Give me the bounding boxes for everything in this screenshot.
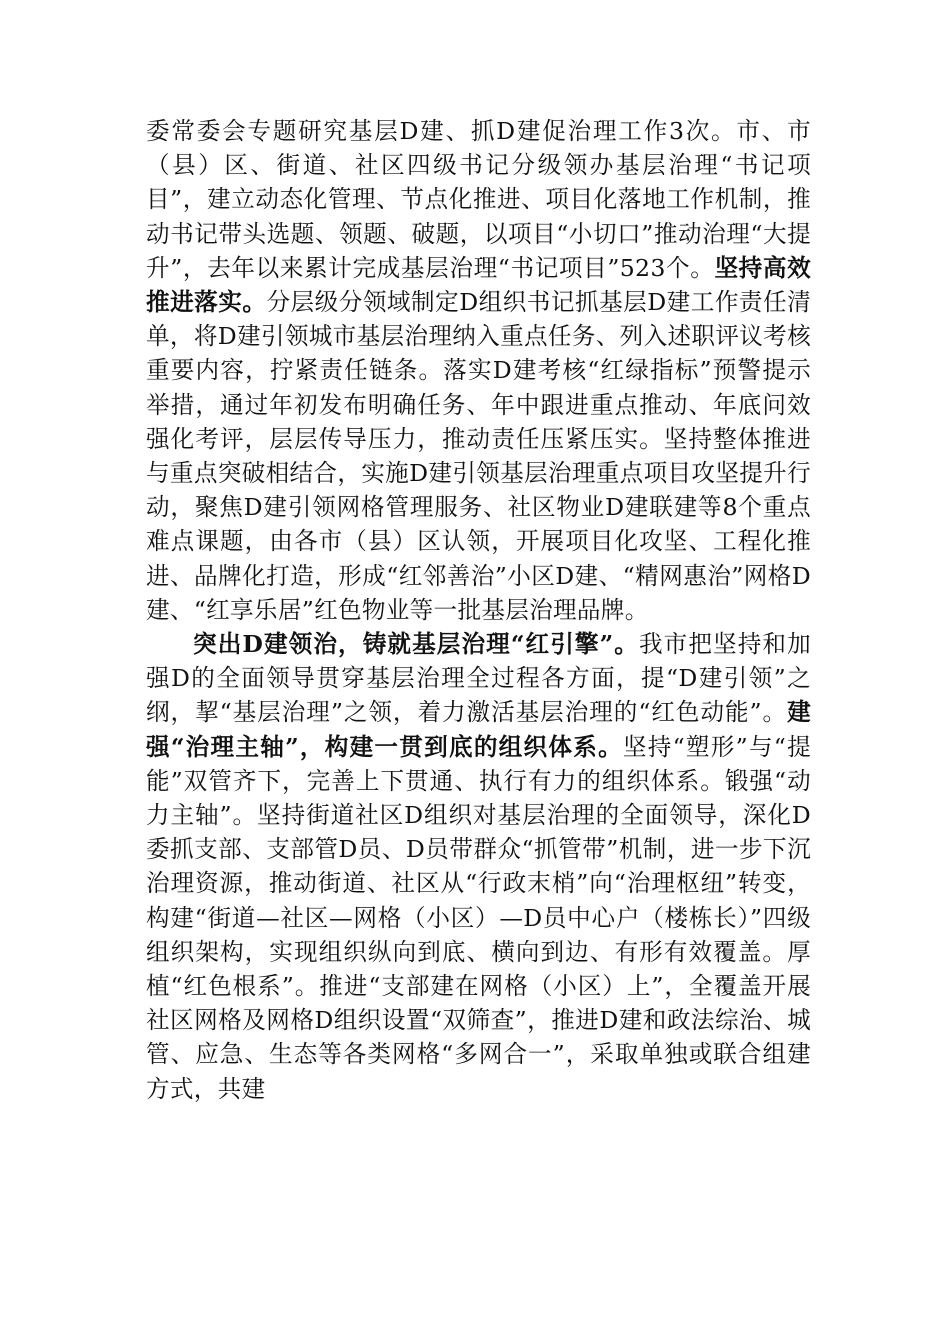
paragraph-2 xyxy=(146,627,811,1106)
paragraph-1-text-1: 委常委会专题研究基层D建、抓D建促治理工作3次。市、市（县）区、街道、社区四级书记分级领办基层治理“书记项目”，建立动态化管理、节点化推进、项目化落地工作机制，推动书记带头选题、领题、破题，以项目“小切口”推动治理“大提升”，去年以来累计完成基层治理“书记项目”523个。 xyxy=(146,117,811,282)
paragraph-1 xyxy=(146,114,811,627)
bold-heading-red-engine: 突出D建领治，铸就基层治理“红引擎”。 xyxy=(193,630,639,659)
paragraph-2-text-2: 坚持“塑形”与“提能”双管齐下，完善上下贯通、执行有力的组织体系。锻强“动力主轴”。坚持街道社区D组织对基层治理的全面领导，深化D委抓支部、支部管D员、D员带群众“抓管带”机制，进一步下沉治理资源，推动街道、社区从“行政末梢”向“治理枢纽”转变，构建“街道—社区—网格（小区）—D员中心户（楼栋长）”四级组织架构，实现组织纵向到底、横向到边、有形有效覆盖。厚植“红色根系”。推进“支部建在网格（小区）上”，全覆盖开展社区网格及网格D组织设置“双筛查”，推进D建和政法综治、城管、应急、生态等各类网格“多网合一”，采取单独或联合组建方式，共建 xyxy=(146,732,812,1103)
document-page xyxy=(146,114,811,1106)
bold-heading-governance-axis: 建强“治理主轴”，构建一贯到底的组织体系。 xyxy=(146,698,811,761)
paragraph-2-text-1: 我市把坚持和加强D的全面领导贯穿基层治理全过程各方面，提“D建引领”之纲，挈“基层治理”之领，着力激活基层治理的“红色动能”。 xyxy=(146,630,811,727)
bold-heading-efficient-implementation: 坚持高效推进落实。 xyxy=(146,253,811,317)
paragraph-1-text-2: 分层级分领域制定D组织书记抓基层D建工作责任清单，将D建引领城市基层治理纳入重点任务、列入述职评议考核重要内容，拧紧责任链条。落实D建考核“红绿指标”预警提示举措，通过年初发布明确任务、年中跟进重点推动、年底问效强化考评，层层传导压力，推动责任压紧压实。坚持整体推进与重点突破相结合，实施D建引领基层治理重点项目攻坚提升行动，聚焦D建引领网格管理服务、社区物业D建联建等8个重点难点课题，由各市（县）区认领，开展项目化攻坚、工程化推进、品牌化打造，形成“红邻善治”小区D建、“精网惠治”网格D建、“红享乐居”红色物业等一批基层治理品牌。 xyxy=(146,288,812,624)
